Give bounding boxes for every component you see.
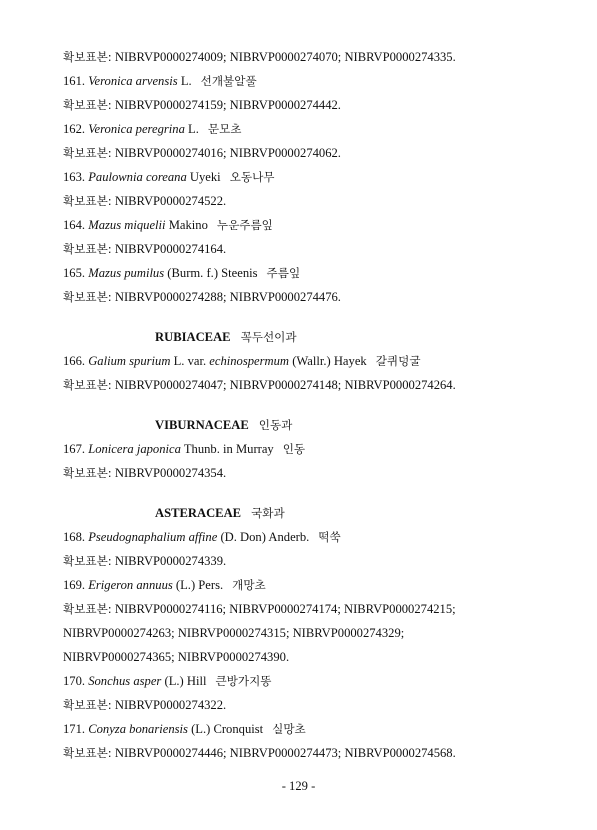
author: Makino	[168, 218, 208, 232]
genus: Conyza	[88, 722, 126, 736]
species-entry	[63, 529, 341, 545]
species-entry	[63, 721, 306, 737]
voucher-label: 확보표본:	[63, 50, 112, 64]
family-heading-rubiaceae	[155, 329, 297, 345]
family-korean-name: 인동과	[258, 418, 293, 432]
species-epithet: spurium	[129, 354, 171, 368]
species-entry	[63, 441, 305, 457]
voucher-line	[63, 465, 226, 481]
voucher-ids: NIBRVP0000274009; NIBRVP0000274070; NIBRVP0000274335.	[111, 50, 456, 64]
author: (Burm. f.) Steenis	[167, 266, 258, 280]
genus: Paulownia	[88, 170, 143, 184]
variety-epithet: echinospermum	[209, 354, 290, 368]
genus: Mazus	[88, 266, 122, 280]
author: (L.) Pers.	[175, 578, 224, 592]
species-epithet: arvensis	[135, 74, 178, 88]
voucher-label: 확보표본:	[63, 602, 112, 616]
species-entry	[63, 217, 273, 233]
voucher-label: 확보표본:	[63, 466, 112, 480]
voucher-line	[63, 553, 226, 569]
korean-name: 큰방가지똥	[215, 674, 272, 688]
author: L.	[180, 74, 192, 88]
korean-name: 오동나무	[229, 170, 275, 184]
korean-name: 개망초	[232, 578, 266, 592]
species-epithet: annuus	[136, 578, 173, 592]
family-latin-name: RUBIACEAE	[155, 330, 231, 344]
genus: Erigeron	[88, 578, 134, 592]
voucher-ids: NIBRVP0000274354.	[111, 466, 227, 480]
species-entry	[63, 265, 300, 281]
korean-name: 떡쑥	[318, 530, 341, 544]
korean-name: 선개불알풀	[200, 74, 257, 88]
voucher-ids: NIBRVP0000274365; NIBRVP0000274390.	[63, 650, 290, 664]
voucher-ids: NIBRVP0000274322.	[111, 698, 227, 712]
author: (L.) Hill	[164, 674, 207, 688]
voucher-ids: NIBRVP0000274446; NIBRVP0000274473; NIBRVP0000274568.	[111, 746, 456, 760]
genus: Veronica	[88, 122, 133, 136]
species-epithet: coreana	[145, 170, 187, 184]
voucher-line	[63, 49, 456, 65]
species-entry	[63, 121, 241, 137]
species-entry	[63, 169, 275, 185]
author: (Wallr.) Hayek	[292, 354, 367, 368]
korean-name: 문모초	[207, 122, 242, 136]
voucher-ids: NIBRVP0000274159; NIBRVP0000274442.	[111, 98, 341, 112]
species-epithet: asper	[133, 674, 162, 688]
species-epithet: affine	[188, 530, 218, 544]
genus: Lonicera	[88, 442, 134, 456]
species-epithet: bonariensis	[129, 722, 188, 736]
korean-name: 누운주름잎	[216, 218, 273, 232]
voucher-ids: NIBRVP0000274047; NIBRVP0000274148; NIBRVP0000274264.	[111, 378, 456, 392]
entry-number: 168.	[63, 530, 86, 544]
voucher-label: 확보표본:	[63, 554, 112, 568]
voucher-label: 확보표본:	[63, 290, 112, 304]
voucher-line	[63, 601, 456, 617]
korean-name: 실망초	[272, 722, 306, 736]
entry-number: 161.	[63, 74, 86, 88]
voucher-line	[63, 145, 341, 161]
page-number: - 129 -	[281, 779, 316, 793]
korean-name: 주름잎	[266, 266, 301, 280]
genus: Sonchus	[88, 674, 131, 688]
voucher-line	[63, 377, 456, 393]
genus: Veronica	[88, 74, 133, 88]
species-epithet: pumilus	[124, 266, 165, 280]
voucher-line	[63, 289, 341, 305]
voucher-line	[63, 97, 341, 113]
species-epithet: japonica	[136, 442, 181, 456]
voucher-line	[63, 241, 226, 257]
entry-number: 162.	[63, 122, 86, 136]
genus: Mazus	[88, 218, 122, 232]
voucher-line-continued	[63, 649, 289, 665]
entry-number: 169.	[63, 578, 86, 592]
entry-number: 166.	[63, 354, 86, 368]
entry-number: 171.	[63, 722, 86, 736]
voucher-label: 확보표본:	[63, 242, 112, 256]
entry-number: 163.	[63, 170, 86, 184]
author: (D. Don) Anderb.	[220, 530, 310, 544]
voucher-label: 확보표본:	[63, 194, 112, 208]
family-latin-name: VIBURNACEAE	[155, 418, 249, 432]
family-heading-asteraceae	[155, 505, 285, 521]
author: (L.) Cronquist	[191, 722, 264, 736]
species-epithet: peregrina	[135, 122, 185, 136]
author: Uyeki	[189, 170, 221, 184]
species-entry	[63, 353, 421, 369]
voucher-ids: NIBRVP0000274116; NIBRVP0000274174; NIBRVP0000274215;	[111, 602, 456, 616]
species-entry	[63, 73, 257, 89]
genus: Galium	[88, 354, 126, 368]
voucher-ids: NIBRVP0000274016; NIBRVP0000274062.	[111, 146, 341, 160]
genus: Pseudognaphalium	[88, 530, 186, 544]
voucher-label: 확보표본:	[63, 698, 112, 712]
voucher-label: 확보표본:	[63, 378, 112, 392]
species-entry	[63, 577, 266, 593]
voucher-line	[63, 697, 226, 713]
voucher-line-continued	[63, 625, 404, 641]
entry-number: 165.	[63, 266, 86, 280]
rank-text: L. var.	[173, 354, 207, 368]
voucher-line	[63, 745, 456, 761]
entry-number: 170.	[63, 674, 86, 688]
author: Thunb. in Murray	[183, 442, 274, 456]
voucher-ids: NIBRVP0000274263; NIBRVP0000274315; NIBRVP0000274329;	[63, 626, 405, 640]
voucher-label: 확보표본:	[63, 746, 112, 760]
voucher-line	[63, 193, 226, 209]
family-korean-name: 꼭두선이과	[240, 330, 297, 344]
korean-name: 갈퀴덩굴	[375, 354, 421, 368]
voucher-label: 확보표본:	[63, 146, 112, 160]
korean-name: 인동	[282, 442, 306, 456]
species-entry	[63, 673, 271, 689]
family-heading-viburnaceae	[155, 417, 292, 433]
voucher-ids: NIBRVP0000274522.	[111, 194, 227, 208]
entry-number: 164.	[63, 218, 86, 232]
author: L.	[188, 122, 199, 136]
voucher-label: 확보표본:	[63, 98, 112, 112]
family-korean-name: 국화과	[251, 506, 285, 520]
voucher-ids: NIBRVP0000274288; NIBRVP0000274476.	[111, 290, 341, 304]
family-latin-name: ASTERACEAE	[155, 506, 242, 520]
voucher-ids: NIBRVP0000274164.	[111, 242, 227, 256]
species-epithet: miquelii	[124, 218, 166, 232]
voucher-ids: NIBRVP0000274339.	[111, 554, 227, 568]
entry-number: 167.	[63, 442, 86, 456]
